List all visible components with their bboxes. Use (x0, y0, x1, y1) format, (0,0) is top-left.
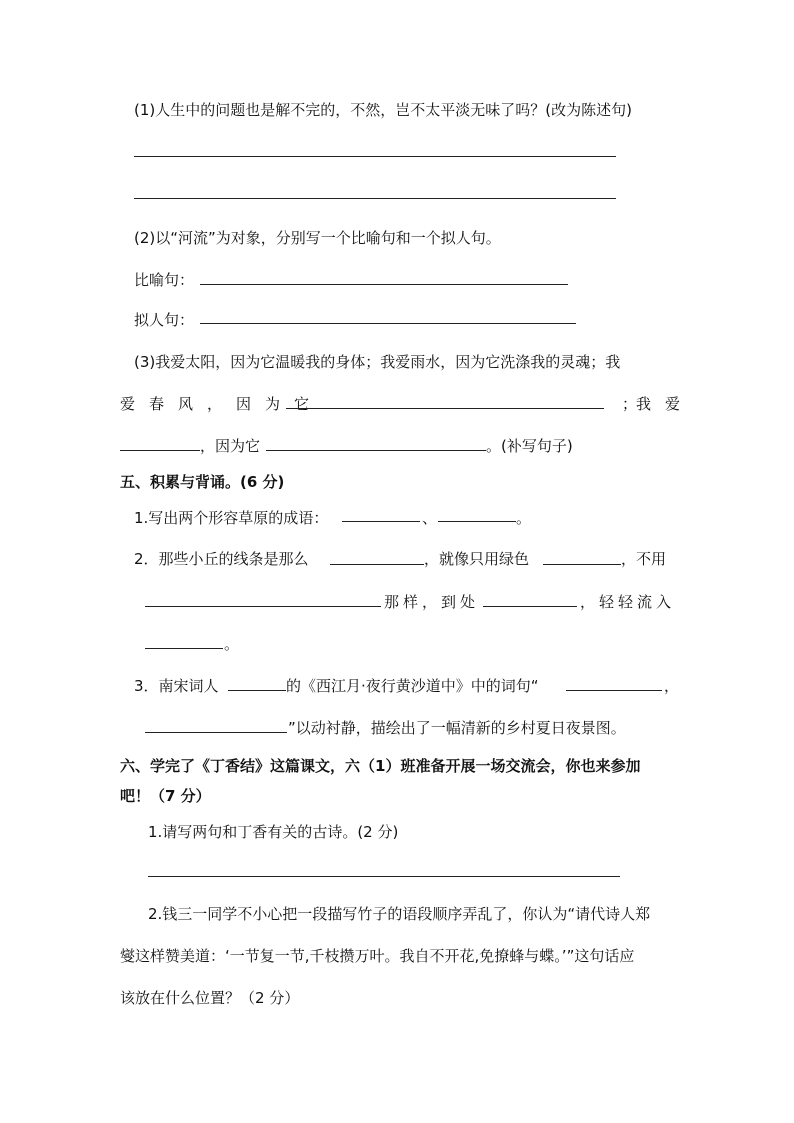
q5-heading: 五、积累与背诵。(6 分) (120, 473, 285, 491)
q4-s3-line2-a: 爱春风，因为它 (120, 395, 324, 413)
q5-i3-blank-2[interactable] (566, 690, 662, 691)
q6-i1-answer-line[interactable] (148, 876, 620, 877)
q4-s2-personify-blank[interactable] (200, 323, 576, 324)
q4-s3-line2-c: 我爱 (636, 395, 695, 413)
q5-i1-c: 。 (516, 509, 532, 527)
q5-i3-blank-3[interactable] (145, 732, 287, 733)
q6-i2-line2: 燮这样赞美道：‘一节复一节,千枝攒万叶。我自不开花,免撩蜂与蝶。’”这句话应 (120, 947, 635, 965)
q5-i3-c: ， (664, 677, 680, 695)
q4-s1-prompt: (1)人生中的问题也是解不完的，不然，岂不太平淡无味了吗？(改为陈述句) (134, 101, 632, 119)
q4-s3-blank-1[interactable] (286, 408, 604, 409)
q4-s3-line3-b: 。(补写句子) (486, 437, 573, 455)
q6-heading-line1: 六、学完了《丁香结》这篇课文，六（1）班准备开展一场交流会，你也来参加 (120, 757, 641, 775)
q4-s2-simile-label: 比喻句： (134, 271, 195, 289)
q5-i2-f: 。 (224, 635, 240, 653)
q4-s2-prompt: (2)以“河流”为对象，分别写一个比喻句和一个拟人句。 (134, 229, 501, 247)
q4-s1-answer-line-2[interactable] (134, 198, 616, 199)
q5-i1-b: 、 (422, 509, 438, 527)
q4-s3-line3-a: ，因为它 (200, 437, 261, 455)
q5-i1-a: 1.写出两个形容草原的成语： (134, 509, 329, 527)
q5-i2-blank-2[interactable] (543, 564, 621, 565)
q5-i2-blank-4[interactable] (483, 606, 577, 607)
q5-i1-blank-2[interactable] (438, 521, 516, 522)
q5-i1-blank-1[interactable] (342, 521, 420, 522)
q5-i2-a: 2．那些小丘的线条是那么 (134, 550, 309, 568)
q6-i2-line3: 该放在什么位置？（2 分） (120, 989, 300, 1007)
q5-i2-b: ，就像只用绿色 (424, 550, 530, 568)
q5-i2-blank-1[interactable] (330, 564, 424, 565)
q6-i1: 1.请写两句和丁香有关的古诗。(2 分) (148, 823, 399, 841)
q5-i3-b: 的《西江月·夜行黄沙道中》中的词句“ (286, 677, 539, 695)
q5-i3-a: 3．南宋词人 (134, 677, 219, 695)
q5-i2-d: 那样，到处 (384, 593, 480, 611)
q4-s2-simile-blank[interactable] (200, 284, 568, 285)
q4-s1-answer-line-1[interactable] (134, 156, 616, 157)
q5-i3-blank-1[interactable] (228, 690, 286, 691)
q5-i2-blank-5[interactable] (145, 648, 223, 649)
q4-s3-line2-b: ； (622, 395, 638, 413)
q4-s3-blank-3[interactable] (266, 450, 486, 451)
q5-i2-c: ，不用 (621, 550, 667, 568)
q4-s3-blank-2[interactable] (120, 450, 200, 451)
q5-i2-e: ，轻轻流入 (580, 593, 676, 611)
q6-i2-line1: 2.钱三一同学不小心把一段描写竹子的语段顺序弄乱了，你认为“请代诗人郑 (148, 905, 651, 923)
q4-s2-personify-label: 拟人句： (134, 311, 195, 329)
q4-s3-line1: (3)我爱太阳，因为它温暖我的身体；我爱雨水，因为它洗涤我的灵魂；我 (134, 353, 621, 371)
q6-heading-line2: 吧！（7 分） (120, 787, 211, 805)
q5-i3-d: ”以动衬静，描绘出了一幅清新的乡村夏日夜景图。 (288, 719, 626, 737)
q5-i2-blank-3[interactable] (145, 606, 381, 607)
